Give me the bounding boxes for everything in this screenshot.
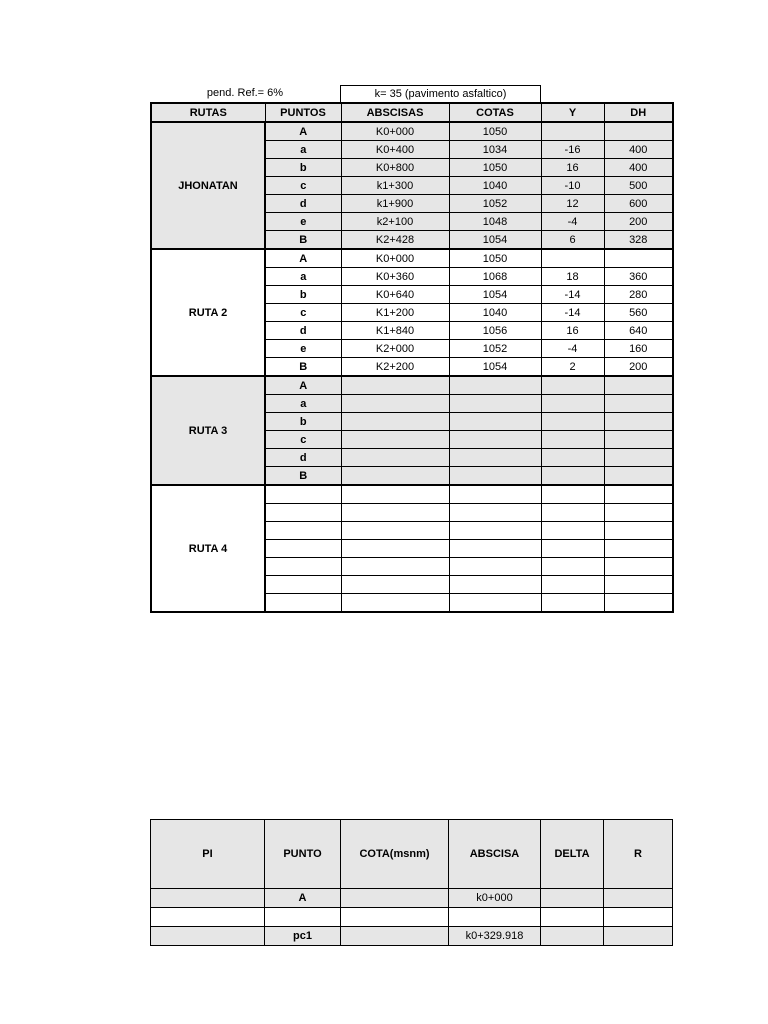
cell-abscisa bbox=[449, 908, 541, 927]
cell-cota-msnm bbox=[341, 908, 449, 927]
cell-punto: b bbox=[265, 286, 341, 304]
routes-table-body bbox=[151, 122, 673, 612]
cell-punto: c bbox=[265, 304, 341, 322]
cell-abscisa: K1+840 bbox=[341, 322, 449, 340]
cell-cota: 1050 bbox=[449, 249, 541, 268]
cell-abscisa bbox=[341, 449, 449, 467]
cell-punto bbox=[265, 908, 341, 927]
cell-abscisa bbox=[341, 504, 449, 522]
cell-punto: d bbox=[265, 449, 341, 467]
header-y: Y bbox=[541, 103, 604, 122]
cell-delta bbox=[541, 927, 604, 946]
cell-abscisa: K0+000 bbox=[341, 249, 449, 268]
cell-cota bbox=[449, 467, 541, 486]
cell-dh bbox=[604, 576, 673, 594]
cell-punto bbox=[265, 485, 341, 504]
cell-cota: 1034 bbox=[449, 141, 541, 159]
cell-abscisa bbox=[341, 395, 449, 413]
cell-y bbox=[541, 576, 604, 594]
cell-cota bbox=[449, 594, 541, 613]
cell-y: -10 bbox=[541, 177, 604, 195]
cell-dh: 360 bbox=[604, 268, 673, 286]
cell-cota: 1068 bbox=[449, 268, 541, 286]
cell-y: 16 bbox=[541, 322, 604, 340]
cell-punto: A bbox=[265, 376, 341, 395]
routes-table bbox=[150, 102, 674, 613]
cell-punto: B bbox=[265, 358, 341, 377]
cell-y: -14 bbox=[541, 286, 604, 304]
cell-dh bbox=[604, 594, 673, 613]
cell-punto bbox=[265, 576, 341, 594]
route-name: RUTA 3 bbox=[151, 376, 265, 485]
cell-punto: d bbox=[265, 195, 341, 213]
cell-abscisa bbox=[341, 467, 449, 486]
cell-pi bbox=[151, 908, 265, 927]
cell-abscisa: K1+200 bbox=[341, 304, 449, 322]
cell-y bbox=[541, 431, 604, 449]
cell-punto: A bbox=[265, 889, 341, 908]
cell-cota: 1052 bbox=[449, 195, 541, 213]
cell-dh: 500 bbox=[604, 177, 673, 195]
cell-abscisa bbox=[341, 522, 449, 540]
cell-abscisa: K0+400 bbox=[341, 141, 449, 159]
cell-abscisa: K0+000 bbox=[341, 122, 449, 141]
header-cotas: COTAS bbox=[449, 103, 541, 122]
header-cota-msnm: COTA(msnm) bbox=[341, 820, 449, 889]
cell-dh: 200 bbox=[604, 358, 673, 377]
cell-abscisa: K2+200 bbox=[341, 358, 449, 377]
cell-delta bbox=[541, 908, 604, 927]
cell-punto: pc1 bbox=[265, 927, 341, 946]
header-puntos: PUNTOS bbox=[265, 103, 341, 122]
cell-abscisa bbox=[341, 376, 449, 395]
table-row bbox=[151, 249, 673, 268]
cell-abscisa bbox=[341, 485, 449, 504]
cell-punto: e bbox=[265, 340, 341, 358]
cell-r bbox=[604, 927, 673, 946]
cell-punto bbox=[265, 558, 341, 576]
cell-cota bbox=[449, 558, 541, 576]
cell-cota bbox=[449, 522, 541, 540]
cell-y: 18 bbox=[541, 268, 604, 286]
cell-dh bbox=[604, 376, 673, 395]
cell-cota bbox=[449, 376, 541, 395]
header-delta: DELTA bbox=[541, 820, 604, 889]
cell-abscisa: k1+900 bbox=[341, 195, 449, 213]
cell-cota: 1052 bbox=[449, 340, 541, 358]
cell-punto: d bbox=[265, 322, 341, 340]
cell-dh bbox=[604, 504, 673, 522]
route-name: JHONATAN bbox=[151, 122, 265, 249]
cell-punto: c bbox=[265, 177, 341, 195]
cell-cota bbox=[449, 540, 541, 558]
cell-dh: 600 bbox=[604, 195, 673, 213]
cell-punto: b bbox=[265, 413, 341, 431]
cell-cota: 1048 bbox=[449, 213, 541, 231]
cell-punto: A bbox=[265, 122, 341, 141]
cell-cota: 1040 bbox=[449, 304, 541, 322]
cell-dh bbox=[604, 522, 673, 540]
cell-y bbox=[541, 522, 604, 540]
cell-cota bbox=[449, 395, 541, 413]
cell-y: -14 bbox=[541, 304, 604, 322]
cell-cota bbox=[449, 431, 541, 449]
header-abscisa: ABSCISA bbox=[449, 820, 541, 889]
cell-cota bbox=[449, 485, 541, 504]
table-row bbox=[151, 927, 673, 946]
cell-cota: 1056 bbox=[449, 322, 541, 340]
cell-y: 6 bbox=[541, 231, 604, 250]
cell-abscisa: K0+360 bbox=[341, 268, 449, 286]
header-pi: PI bbox=[151, 820, 265, 889]
cell-cota bbox=[449, 413, 541, 431]
cell-cota: 1054 bbox=[449, 358, 541, 377]
cell-y bbox=[541, 485, 604, 504]
cell-y: -16 bbox=[541, 141, 604, 159]
cell-punto: a bbox=[265, 395, 341, 413]
cell-y bbox=[541, 504, 604, 522]
cell-cota: 1040 bbox=[449, 177, 541, 195]
cell-dh: 328 bbox=[604, 231, 673, 250]
cell-y bbox=[541, 558, 604, 576]
cell-y: 2 bbox=[541, 358, 604, 377]
cell-dh bbox=[604, 467, 673, 486]
cell-dh bbox=[604, 395, 673, 413]
cell-dh: 400 bbox=[604, 159, 673, 177]
cell-abscisa bbox=[341, 558, 449, 576]
table-row bbox=[151, 485, 673, 504]
cell-cota bbox=[449, 504, 541, 522]
cell-abscisa: k1+300 bbox=[341, 177, 449, 195]
cell-abscisa: K0+640 bbox=[341, 286, 449, 304]
header-r: R bbox=[604, 820, 673, 889]
cell-cota-msnm bbox=[341, 927, 449, 946]
pi-table-header bbox=[151, 820, 673, 889]
header-punto: PUNTO bbox=[265, 820, 341, 889]
cell-punto: B bbox=[265, 467, 341, 486]
cell-abscisa bbox=[341, 413, 449, 431]
cell-cota: 1050 bbox=[449, 122, 541, 141]
cell-dh: 640 bbox=[604, 322, 673, 340]
cell-abscisa: k0+000 bbox=[449, 889, 541, 908]
cell-punto: a bbox=[265, 141, 341, 159]
cell-r bbox=[604, 889, 673, 908]
cell-dh bbox=[604, 122, 673, 141]
pi-table-body bbox=[151, 889, 673, 946]
table-row bbox=[151, 908, 673, 927]
cell-abscisa bbox=[341, 594, 449, 613]
cell-abscisa: K0+800 bbox=[341, 159, 449, 177]
cell-y bbox=[541, 467, 604, 486]
cell-y bbox=[541, 540, 604, 558]
cell-cota: 1054 bbox=[449, 231, 541, 250]
cell-punto: c bbox=[265, 431, 341, 449]
cell-cota: 1054 bbox=[449, 286, 541, 304]
cell-abscisa bbox=[341, 431, 449, 449]
cell-pi bbox=[151, 889, 265, 908]
header-rutas: RUTAS bbox=[151, 103, 265, 122]
cell-delta bbox=[541, 889, 604, 908]
cell-punto: a bbox=[265, 268, 341, 286]
cell-y: -4 bbox=[541, 213, 604, 231]
cell-abscisa: k2+100 bbox=[341, 213, 449, 231]
table-row bbox=[151, 122, 673, 141]
cell-dh bbox=[604, 485, 673, 504]
cell-y bbox=[541, 594, 604, 613]
cell-punto bbox=[265, 504, 341, 522]
cell-abscisa: K2+428 bbox=[341, 231, 449, 250]
cell-punto bbox=[265, 594, 341, 613]
route-name: RUTA 2 bbox=[151, 249, 265, 376]
cell-abscisa: K2+000 bbox=[341, 340, 449, 358]
cell-y bbox=[541, 249, 604, 268]
routes-table-header bbox=[151, 103, 673, 122]
cell-abscisa: k0+329.918 bbox=[449, 927, 541, 946]
cell-r bbox=[604, 908, 673, 927]
cell-abscisa bbox=[341, 540, 449, 558]
table-row bbox=[151, 376, 673, 395]
cell-y bbox=[541, 376, 604, 395]
cell-y: -4 bbox=[541, 340, 604, 358]
cell-dh: 280 bbox=[604, 286, 673, 304]
cell-punto: e bbox=[265, 213, 341, 231]
cell-dh: 160 bbox=[604, 340, 673, 358]
cell-punto: B bbox=[265, 231, 341, 250]
cell-punto bbox=[265, 540, 341, 558]
cell-cota bbox=[449, 576, 541, 594]
cell-abscisa bbox=[341, 576, 449, 594]
cell-punto: b bbox=[265, 159, 341, 177]
cell-y bbox=[541, 395, 604, 413]
header-dh: DH bbox=[604, 103, 673, 122]
cell-cota: 1050 bbox=[449, 159, 541, 177]
cell-dh bbox=[604, 540, 673, 558]
pi-table bbox=[150, 819, 673, 946]
table-row bbox=[151, 889, 673, 908]
cell-punto: A bbox=[265, 249, 341, 268]
cell-y: 12 bbox=[541, 195, 604, 213]
cell-punto bbox=[265, 522, 341, 540]
cell-dh bbox=[604, 449, 673, 467]
cell-cota-msnm bbox=[341, 889, 449, 908]
cell-y bbox=[541, 449, 604, 467]
cell-dh bbox=[604, 431, 673, 449]
cell-cota bbox=[449, 449, 541, 467]
cell-y bbox=[541, 122, 604, 141]
cell-dh bbox=[604, 249, 673, 268]
cell-y bbox=[541, 413, 604, 431]
k-value-note: k= 35 (pavimento asfaltico) bbox=[340, 85, 541, 102]
cell-dh: 400 bbox=[604, 141, 673, 159]
cell-dh: 560 bbox=[604, 304, 673, 322]
header-abscisas: ABSCISAS bbox=[341, 103, 449, 122]
cell-dh bbox=[604, 413, 673, 431]
route-name: RUTA 4 bbox=[151, 485, 265, 612]
cell-dh bbox=[604, 558, 673, 576]
cell-pi bbox=[151, 927, 265, 946]
cell-y: 16 bbox=[541, 159, 604, 177]
reference-slope-note: pend. Ref.= 6% bbox=[206, 87, 284, 99]
cell-dh: 200 bbox=[604, 213, 673, 231]
